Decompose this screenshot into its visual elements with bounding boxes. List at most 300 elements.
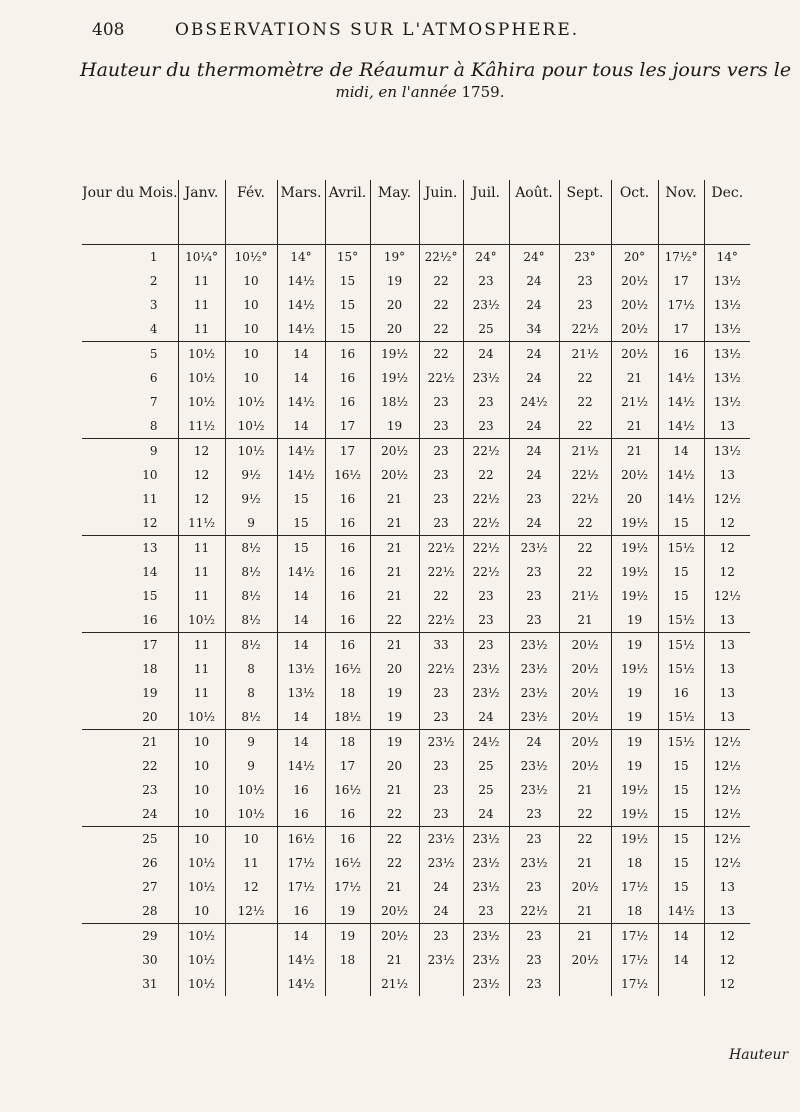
temperature-cell: 19 [370,681,419,705]
temperature-cell: 21 [370,633,419,658]
temperature-cell: 23 [419,754,463,778]
temperature-cell: 24 [509,342,559,367]
temperature-cell: 11 [178,560,225,584]
day-cell: 29 [142,929,158,943]
day-cell: 12 [82,511,178,536]
temperature-cell: 24 [463,705,509,730]
temperature-cell: 23 [419,463,463,487]
temperature-cell: 24 [463,342,509,367]
temperature-cell: 17½ [277,875,325,899]
temperature-cell: 10 [178,802,225,827]
temperature-cell: 22½ [463,560,509,584]
temperature-cell: 22 [419,293,463,317]
temperature-cell: 16½ [277,827,325,852]
table-row [82,754,750,778]
temperature-cell: 15½ [658,730,704,755]
temperature-cell: 14° [277,245,325,270]
temperature-cell: 11 [178,633,225,658]
temperature-cell: 13 [704,633,750,658]
temperature-cell: 17 [325,754,370,778]
temperature-cell: 16 [325,560,370,584]
temperature-cell: 19½ [611,802,658,827]
temperature-cell: 23 [509,875,559,899]
temperature-cell: 22 [559,414,611,439]
temperature-cell: 15 [277,487,325,511]
table-row [82,584,750,608]
temperature-cell: 14 [658,948,704,972]
header-month: Dec. [704,180,750,245]
temperature-cell: 24 [509,463,559,487]
temperature-cell: 10 [225,827,277,852]
temperature-cell: 22 [370,851,419,875]
day-cell: 11 [142,492,158,506]
temperature-cell: 10½ [178,366,225,390]
day-cell: 4 [82,317,178,342]
temperature-cell: 23½ [463,948,509,972]
header-month: Sept. [559,180,611,245]
temperature-cell: 23 [419,802,463,827]
temperature-cell: 23 [463,414,509,439]
temperature-cell: 10½ [178,875,225,899]
temperature-cell: 18 [325,730,370,755]
temperature-cell: 17½ [658,293,704,317]
title-year: 1759. [461,82,505,101]
temperature-cell: 20½ [370,463,419,487]
day-cell: 26 [142,856,158,870]
temperature-cell: 16 [277,778,325,802]
header-month: Août. [509,180,559,245]
temperature-cell: 23 [463,269,509,293]
temperature-cell: 23 [463,390,509,414]
temperature-cell: 24 [509,511,559,536]
temperature-cell: 8½ [225,705,277,730]
temperature-cell: 22½ [509,899,559,924]
thermometer-table [82,180,750,996]
temperature-cell: 22½ [419,657,463,681]
table-row [82,972,750,996]
temperature-cell: 13½ [704,293,750,317]
temperature-cell: 24½ [509,390,559,414]
temperature-cell: 24 [509,269,559,293]
header-month: Fév. [225,180,277,245]
temperature-cell: 17½ [611,972,658,996]
temperature-cell [225,972,277,996]
temperature-cell: 20½ [559,730,611,755]
temperature-cell: 23½ [509,657,559,681]
temperature-cell: 10½ [178,342,225,367]
temperature-cell: 11 [178,293,225,317]
temperature-cell: 23½ [463,681,509,705]
temperature-cell: 8 [225,681,277,705]
temperature-cell: 8 [225,657,277,681]
temperature-cell: 15½ [658,608,704,633]
temperature-cell: 16 [325,536,370,561]
table-row [82,414,750,439]
temperature-cell: 15 [658,778,704,802]
temperature-cell: 19½ [370,342,419,367]
table-row [82,269,750,293]
temperature-cell: 23½ [509,705,559,730]
temperature-cell: 22 [370,608,419,633]
temperature-cell: 23½ [463,972,509,996]
temperature-cell: 24 [419,899,463,924]
table-row [82,827,750,852]
temperature-cell: 15½ [658,536,704,561]
temperature-cell: 19½ [370,366,419,390]
temperature-cell: 20½ [559,754,611,778]
temperature-cell: 14½ [277,948,325,972]
temperature-cell: 22 [370,802,419,827]
day-cell: 6 [149,371,158,385]
header-day: Jour du Mois. [82,180,178,245]
temperature-cell: 22½ [419,608,463,633]
temperature-cell: 23½ [419,948,463,972]
day-cell: 14 [142,565,158,579]
temperature-cell: 23½ [463,851,509,875]
temperature-cell: 16 [658,342,704,367]
temperature-cell: 23 [419,778,463,802]
table-row [82,681,750,705]
temperature-cell: 33 [419,633,463,658]
temperature-cell: 10½ [225,390,277,414]
day-cell: 5 [149,347,158,361]
temperature-cell: 21 [559,608,611,633]
temperature-cell: 17½ [277,851,325,875]
table-row [82,245,750,270]
temperature-cell: 19 [611,633,658,658]
temperature-cell: 21 [559,924,611,949]
temperature-cell: 16 [325,366,370,390]
temperature-cell: 15 [658,802,704,827]
temperature-cell: 23 [419,414,463,439]
temperature-cell: 20 [370,657,419,681]
temperature-cell: 16 [325,390,370,414]
day-cell: 7 [149,395,158,409]
temperature-cell: 21 [370,511,419,536]
temperature-cell: 21½ [559,342,611,367]
temperature-cell: 12 [704,948,750,972]
temperature-cell: 10 [178,899,225,924]
temperature-cell: 22½ [419,560,463,584]
temperature-cell: 14½ [277,754,325,778]
temperature-cell: 19 [325,899,370,924]
temperature-cell: 19½ [611,584,658,608]
temperature-cell: 23 [419,511,463,536]
temperature-cell [559,972,611,996]
temperature-cell: 20½ [370,439,419,464]
day-cell: 13 [142,541,158,555]
temperature-cell: 15 [658,875,704,899]
temperature-cell: 22 [419,269,463,293]
temperature-cell: 19 [611,608,658,633]
temperature-cell: 16 [658,681,704,705]
temperature-cell: 8½ [225,536,277,561]
temperature-cell: 12 [178,463,225,487]
temperature-cell: 13 [704,414,750,439]
table-row [82,608,750,633]
table-row [82,705,750,730]
temperature-cell: 10 [225,269,277,293]
temperature-cell: 10½ [178,948,225,972]
temperature-cell: 15 [658,754,704,778]
table-row [82,536,750,561]
temperature-cell: 23 [509,924,559,949]
temperature-cell: 23 [509,560,559,584]
temperature-cell: 10 [225,317,277,342]
temperature-cell: 10 [178,827,225,852]
temperature-cell: 16 [277,802,325,827]
temperature-cell: 23 [509,584,559,608]
temperature-cell: 23 [509,487,559,511]
title-line-2 [80,83,800,103]
temperature-cell: 11 [178,657,225,681]
temperature-cell: 18 [611,851,658,875]
temperature-cell: 11½ [178,414,225,439]
temperature-cell: 9½ [225,487,277,511]
temperature-cell: 14½ [658,463,704,487]
temperature-cell: 22½ [463,487,509,511]
temperature-cell: 24 [509,293,559,317]
table-row [82,342,750,367]
temperature-cell: 15½ [658,633,704,658]
temperature-cell: 13 [704,463,750,487]
temperature-cell: 23 [419,924,463,949]
temperature-cell: 15 [325,317,370,342]
temperature-cell: 16½ [325,463,370,487]
temperature-cell: 21 [559,851,611,875]
temperature-cell: 15½ [658,657,704,681]
temperature-cell: 20½ [559,705,611,730]
temperature-cell: 14½ [277,439,325,464]
temperature-cell: 12 [704,511,750,536]
title-line-1: Hauteur du thermomètre de Réaumur à Kâhira pour tous les jours vers le [80,59,792,81]
temperature-cell: 14½ [277,972,325,996]
temperature-cell [658,972,704,996]
temperature-cell: 24 [509,366,559,390]
table-body [82,245,750,997]
temperature-cell: 23½ [419,827,463,852]
temperature-cell: 14 [277,730,325,755]
temperature-cell: 14½ [658,414,704,439]
temperature-cell: 13 [704,875,750,899]
temperature-cell: 12½ [704,778,750,802]
table-row [82,366,750,390]
temperature-cell: 19 [611,705,658,730]
temperature-cell: 12½ [704,827,750,852]
temperature-cell: 16 [325,511,370,536]
temperature-cell: 16½ [325,851,370,875]
temperature-cell: 17½ [611,924,658,949]
temperature-cell: 23½ [463,366,509,390]
temperature-cell: 17 [658,317,704,342]
temperature-cell: 24° [463,245,509,270]
temperature-cell: 16 [325,633,370,658]
temperature-cell: 19 [611,730,658,755]
page-number: 408 [92,20,125,40]
temperature-cell: 20½ [370,924,419,949]
header-month: Nov. [658,180,704,245]
temperature-cell: 12 [704,536,750,561]
temperature-cell: 20½ [611,269,658,293]
temperature-cell: 23½ [463,293,509,317]
temperature-cell: 17½ [611,948,658,972]
temperature-cell: 21 [370,584,419,608]
temperature-cell: 12 [225,875,277,899]
temperature-cell: 14½ [658,390,704,414]
temperature-cell: 12½ [704,730,750,755]
temperature-cell: 11 [178,681,225,705]
day-cell: 2 [149,274,158,288]
temperature-cell: 23 [419,439,463,464]
temperature-cell: 18½ [325,705,370,730]
temperature-cell: 14 [658,439,704,464]
temperature-cell: 14½ [277,317,325,342]
temperature-cell: 17½ [325,875,370,899]
temperature-cell: 23½ [509,754,559,778]
temperature-cell: 22 [559,536,611,561]
temperature-cell: 10 [178,778,225,802]
temperature-cell: 12½ [704,754,750,778]
temperature-cell: 15° [325,245,370,270]
table-row [82,802,750,827]
temperature-cell: 10 [178,754,225,778]
temperature-cell: 13 [704,705,750,730]
temperature-cell: 10 [225,293,277,317]
temperature-cell: 19 [325,924,370,949]
temperature-cell: 14 [658,924,704,949]
temperature-cell: 10½ [178,390,225,414]
temperature-cell: 16½ [325,657,370,681]
temperature-cell: 23½ [463,827,509,852]
temperature-cell: 19 [370,705,419,730]
temperature-cell: 20½ [370,899,419,924]
thermometer-table-wrapper [82,180,750,996]
temperature-cell: 23½ [463,924,509,949]
day-cell: 23 [142,783,158,797]
temperature-cell: 12½ [704,851,750,875]
temperature-cell: 10½ [225,778,277,802]
day-cell: 20 [82,705,178,730]
temperature-cell: 9 [225,754,277,778]
day-cell: 9 [149,444,158,458]
header-month: Mars. [277,180,325,245]
temperature-cell: 20½ [559,657,611,681]
table-row [82,851,750,875]
temperature-cell: 20 [611,487,658,511]
temperature-cell: 23 [509,827,559,852]
temperature-cell: 10½ [225,414,277,439]
temperature-cell: 21 [611,366,658,390]
temperature-cell: 18 [611,899,658,924]
temperature-cell: 10½ [178,608,225,633]
temperature-cell: 21½ [559,439,611,464]
header-month: Juin. [419,180,463,245]
temperature-cell: 21 [370,487,419,511]
temperature-cell: 13½ [277,681,325,705]
temperature-cell: 22 [559,827,611,852]
temperature-cell: 14 [277,705,325,730]
header-month: Janv. [178,180,225,245]
day-cell: 19 [142,686,158,700]
table-row [82,778,750,802]
table-title [80,58,800,102]
temperature-cell: 11½ [178,511,225,536]
table-row [82,560,750,584]
temperature-cell: 11 [178,536,225,561]
temperature-cell: 10½ [178,851,225,875]
temperature-cell: 13 [704,899,750,924]
temperature-cell: 15½ [658,705,704,730]
temperature-cell: 14 [277,366,325,390]
temperature-cell: 23½ [419,851,463,875]
temperature-cell: 15 [325,293,370,317]
temperature-cell: 8½ [225,584,277,608]
day-cell: 24 [82,802,178,827]
table-row [82,633,750,658]
temperature-cell: 23 [509,608,559,633]
temperature-cell [419,972,463,996]
day-cell: 10 [142,468,158,482]
temperature-cell: 14 [277,924,325,949]
temperature-cell: 23 [559,293,611,317]
temperature-cell: 22 [463,463,509,487]
day-cell: 18 [142,662,158,676]
temperature-cell: 17½° [658,245,704,270]
temperature-cell: 17 [325,439,370,464]
temperature-cell: 20½ [559,633,611,658]
temperature-cell: 10½° [225,245,277,270]
temperature-cell: 16 [325,584,370,608]
temperature-cell: 23 [419,705,463,730]
temperature-cell: 23 [559,269,611,293]
temperature-cell: 13½ [704,439,750,464]
temperature-cell: 10 [225,342,277,367]
day-cell: 30 [142,953,158,967]
temperature-cell: 10½ [178,924,225,949]
temperature-cell: 15 [658,560,704,584]
header-month: Oct. [611,180,658,245]
temperature-cell: 23½ [463,657,509,681]
temperature-cell: 13½ [704,269,750,293]
temperature-cell: 16 [325,802,370,827]
temperature-cell: 24 [509,730,559,755]
temperature-cell: 12½ [704,487,750,511]
temperature-cell: 23½ [509,681,559,705]
temperature-cell: 22½ [559,463,611,487]
temperature-cell: 14½ [277,560,325,584]
temperature-cell: 20½ [559,875,611,899]
temperature-cell: 19 [370,414,419,439]
temperature-cell: 25 [463,317,509,342]
table-row [82,487,750,511]
temperature-cell: 12 [704,924,750,949]
temperature-cell: 21 [370,560,419,584]
title-line-2-text: midi, en l'année [335,82,457,101]
temperature-cell: 20 [370,293,419,317]
temperature-cell: 12 [178,487,225,511]
temperature-cell: 14½ [658,899,704,924]
temperature-cell: 20½ [559,948,611,972]
day-cell: 21 [142,735,158,749]
table-row [82,730,750,755]
temperature-cell: 8½ [225,608,277,633]
temperature-cell: 16 [325,487,370,511]
temperature-cell: 10¼° [178,245,225,270]
temperature-cell: 15 [658,827,704,852]
temperature-cell: 10½ [225,802,277,827]
temperature-cell: 12 [704,972,750,996]
temperature-cell: 12½ [704,584,750,608]
